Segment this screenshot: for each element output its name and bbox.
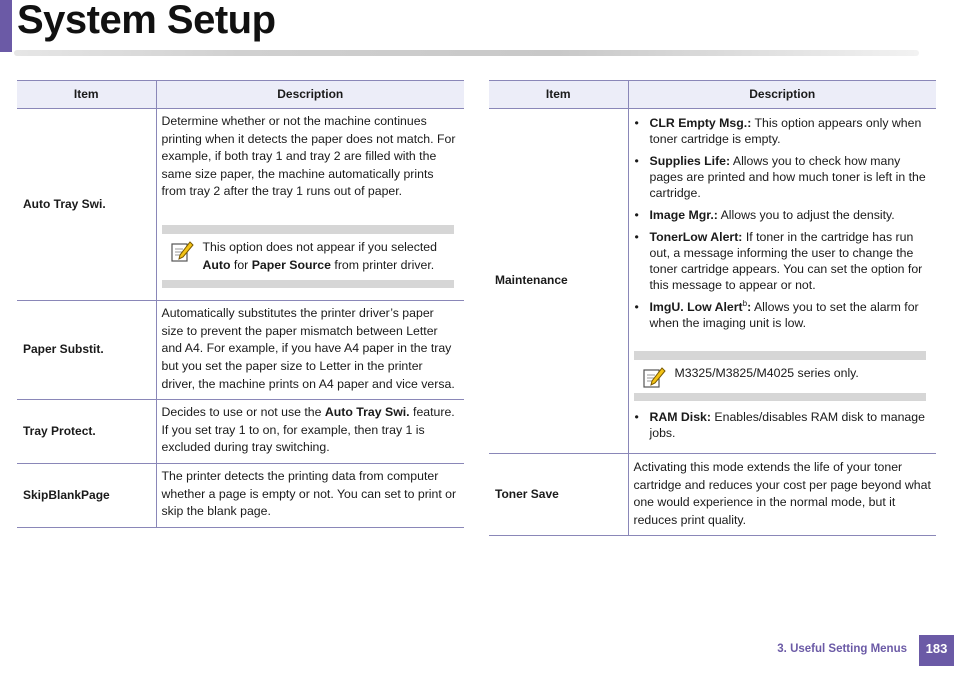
- page-number-badge: 183: [919, 635, 954, 666]
- header-item: Item: [489, 81, 628, 109]
- bullet-label: TonerLow Alert:: [649, 230, 743, 244]
- accent-bar: [0, 0, 12, 52]
- row-description: [156, 400, 464, 464]
- table-row: [17, 301, 464, 400]
- maintenance-bullet-list: [634, 115, 932, 331]
- left-settings-table: [17, 80, 464, 528]
- note-text-1: This option does not appear if you selected: [202, 239, 437, 254]
- row-item-paper-substit: Paper Substit.: [17, 301, 156, 400]
- bullet-footnote-marker: b: [742, 298, 748, 308]
- maintenance-bullet-list-2: [634, 409, 932, 441]
- row-item-auto-tray-swi: Auto Tray Swi.: [17, 109, 156, 301]
- row-item-skipblankpage: SkipBlankPage: [17, 463, 156, 527]
- bullet-label: Supplies Life:: [649, 154, 731, 168]
- table-row: [17, 109, 464, 301]
- header-item: Item: [17, 81, 156, 109]
- table-row: [17, 400, 464, 464]
- bullet-text: Enables/disables RAM disk to manage jobs.: [649, 409, 925, 440]
- bullet-label-colon: :: [747, 300, 752, 314]
- note-text-3: from printer driver.: [330, 257, 435, 272]
- note-box: [634, 351, 927, 401]
- row-description: The printer detects the printing data from computer whether a page is empty or not. You can set to print or skip the blank page.: [156, 463, 464, 527]
- description-bold: Auto Tray Swi.: [324, 405, 410, 420]
- row-description: Activating this mode extends the life of your toner cartridge and reduces your cost per page beyond what one would experience in the normal mode, but it reduces print quality.: [628, 454, 936, 536]
- bullet-label: RAM Disk:: [649, 409, 711, 424]
- right-settings-table: [489, 80, 936, 536]
- row-description: [628, 109, 936, 454]
- page-title: System Setup: [17, 0, 276, 42]
- description-text: Determine whether or not the machine continues printing when it detects the paper does not match. For example, if both tray 1 and tray 2 are filled with the same size paper, the machine automatically prints from tray 2 after the tray 1 runs out of paper.: [161, 114, 456, 199]
- bullet-label: Image Mgr.:: [649, 208, 718, 222]
- row-item-toner-save: Toner Save: [489, 454, 628, 536]
- bullet-text: This option appears only when toner cartridge is empty.: [649, 116, 922, 146]
- note-pencil-icon: [642, 366, 666, 390]
- table-row: [17, 463, 464, 527]
- list-item: [634, 115, 932, 147]
- list-item: [634, 229, 932, 293]
- row-description: Automatically substitutes the printer driver’s paper size to prevent the paper mismatch between Letter and A4. For example, if you have A4 paper in the tray but you set the paper size to Letter in the printer driver, the machine prints on A4 paper and vice versa.: [156, 301, 464, 400]
- note-bold-paper-source: Paper Source: [251, 257, 331, 272]
- bullet-text: Allows you to adjust the density.: [717, 208, 895, 222]
- note-bold-auto: Auto: [202, 257, 231, 272]
- table-header-row: [489, 81, 936, 109]
- header-description: Description: [156, 81, 464, 109]
- row-item-maintenance: Maintenance: [489, 109, 628, 454]
- list-item: [634, 299, 932, 331]
- header-description: Description: [628, 81, 936, 109]
- bullet-text: Allows you to check how many pages are printed and how much toner is left in the cartridge.: [649, 154, 926, 200]
- footer-section-label: 3. Useful Setting Menus: [777, 643, 907, 655]
- table-header-row: [17, 81, 464, 109]
- list-item: [634, 409, 932, 441]
- description-text: feature. If you set tray 1 to on, for example, then tray 1 is excluded during tray switching.: [161, 405, 455, 455]
- note-box: [162, 225, 455, 288]
- note-text: M3325/M3825/M4025 series only.: [674, 366, 859, 380]
- row-item-tray-protect: Tray Protect.: [17, 400, 156, 464]
- bullet-label: ImgU. Low Alert: [649, 300, 743, 314]
- note-text-2: for: [230, 257, 252, 272]
- bullet-label: CLR Empty Msg.:: [649, 116, 752, 130]
- bullet-text: Allows you to set the alarm for when the imaging unit is low.: [649, 300, 919, 330]
- table-row: [489, 109, 936, 454]
- row-description: [156, 109, 464, 301]
- list-item: [634, 207, 932, 223]
- description-text: Decides to use or not use the: [161, 405, 325, 420]
- title-divider: [14, 50, 919, 56]
- table-row: [489, 454, 936, 536]
- note-pencil-icon: [170, 240, 194, 264]
- list-item: [634, 153, 932, 201]
- bullet-text: If toner in the cartridge has run out, a message informing the user to change the toner cartridge appears. You can set the option for this message to appear or not.: [649, 230, 923, 292]
